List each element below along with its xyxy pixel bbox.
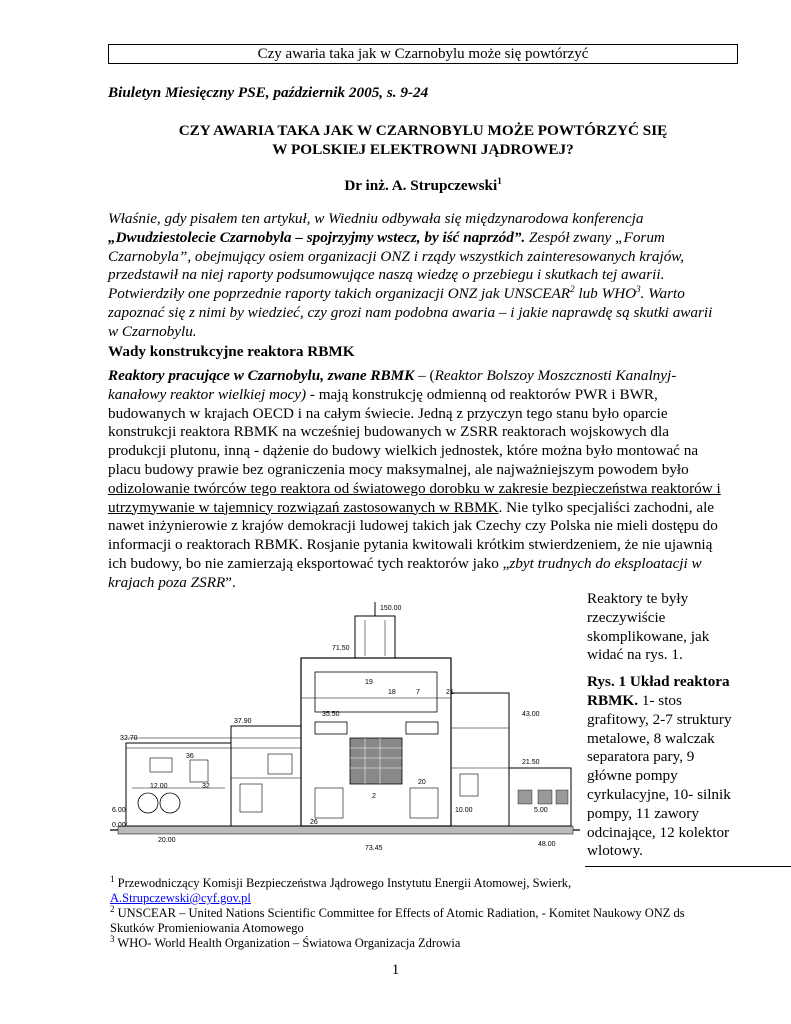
intro-text: Potwierdziły one poprzednie raporty takich organizacji ONZ jak UNSCEAR xyxy=(108,285,571,303)
body-line: budowanych w krajach OECD i na całym świecie. Jedną z przyczyn tego stanu było oparcie xyxy=(108,404,668,422)
footnote-ref-3: 3 xyxy=(636,284,641,295)
side-line: odcinające, 12 kolektor xyxy=(587,823,730,841)
label-32: 32 xyxy=(202,783,210,790)
body-text: . Nie tylko specjaliści zachodni, ale xyxy=(498,498,715,516)
label-19: 19 xyxy=(365,679,373,686)
elev-600: 6.00 xyxy=(112,807,126,814)
side-line: Reaktory te były xyxy=(587,590,689,607)
section-heading: Wady konstrukcyjne reaktora RBMK xyxy=(108,343,355,360)
footnote-text: UNSCEAR – United Nations Scientific Committee for Effects of Atomic Radiation, - Komitet Naukowy ONZ ds xyxy=(114,906,685,920)
label-36: 36 xyxy=(186,753,194,760)
footnote-2-cont: Skutków Promieniowania Atomowego xyxy=(110,921,304,935)
elev-3550: 35.50 xyxy=(322,711,340,718)
footnote-2 xyxy=(110,903,760,921)
side-line: wlotowy. xyxy=(587,842,643,860)
body-line: placu budowy prawie bez ograniczenia mocy maksymalnej, ale najważniejszym powodem było xyxy=(108,460,689,478)
body-line: nawet inżynierowie z krajów demokracji ludowej takich jak Czechy czy Polska nie mieli dostępu do xyxy=(108,517,718,535)
elev-7150: 71.50 xyxy=(332,645,350,652)
footnote-number: 3 xyxy=(110,933,115,944)
citation: Biuletyn Miesięczny PSE, październik 2005, s. 9-24 xyxy=(108,84,429,101)
side-line: główne pompy xyxy=(587,767,678,785)
intro-text: lub WHO xyxy=(574,285,637,303)
dim-7345: 73.45 xyxy=(365,845,383,852)
intro-line: zapoznać się z nimi by wiedzieć, czy grozi nam podobna awaria – i jakie naprawdę są skutki awarii xyxy=(108,303,713,321)
side-line: pompy, 11 zawory xyxy=(587,804,699,822)
conference-name: „Dwudziestolecie Czarnobyla – spojrzyjmy wstecz, by iść naprzód”. xyxy=(108,228,526,246)
body-line xyxy=(108,367,748,386)
body-line: konstrukcji reaktora RBMK na wcześniej budowanych w ZSRR reaktorach wojskowych dla xyxy=(108,423,669,441)
intro-line: w Czarnobylu. xyxy=(108,322,197,340)
body-paragraph xyxy=(108,367,748,593)
body-text: zbyt trudnych do eksploatacji w xyxy=(509,554,702,572)
rbmk-reactor-diagram xyxy=(110,598,580,856)
footnote-1-email-line xyxy=(110,891,760,906)
side-text: 1- stos xyxy=(638,691,682,709)
ventilation-stack xyxy=(355,616,395,658)
footnotes xyxy=(110,873,760,951)
side-line xyxy=(587,692,787,711)
label-21: 21 xyxy=(446,689,454,696)
figure-caption-title: Rys. 1 Układ reaktora xyxy=(587,673,730,691)
page-number: 1 xyxy=(391,962,400,978)
body-line xyxy=(108,386,748,405)
steam-drum-right xyxy=(406,722,438,734)
side-line: rzeczywiście xyxy=(587,608,666,626)
running-header-text: Czy awaria taka jak w Czarnobylu może się powtórzyć xyxy=(257,46,589,62)
figure-caption-title: RBMK. xyxy=(587,691,639,709)
body-text: – ( xyxy=(414,367,435,384)
body-text: Reaktory pracujące w Czarnobylu, zwane RBMK xyxy=(108,367,415,384)
page-title-line1: CZY AWARIA TAKA JAK W CZARNOBYLU MOŻE POWTÓRZYĆ SIĘ xyxy=(178,122,668,139)
label-7: 7 xyxy=(416,689,420,696)
footnote-number: 2 xyxy=(110,903,115,914)
elev-3790: 37.90 xyxy=(234,718,252,725)
elev-4300: 43.00 xyxy=(522,711,540,718)
intro-text: Zespół zwany „Forum xyxy=(525,228,665,246)
body-text: ”. xyxy=(225,573,236,591)
footnote-ref-1: 1 xyxy=(497,175,502,186)
footnote-ref-2: 2 xyxy=(570,284,575,295)
elev-2150: 21.50 xyxy=(522,759,540,766)
elev-3270: 32.70 xyxy=(120,735,138,742)
steam-drum-left xyxy=(315,722,347,734)
body-line xyxy=(108,555,748,574)
body-line: produkcji plutonu, inną - dążenie do budowy wielkich jednostek, które można było montować na xyxy=(108,442,699,460)
intro-line xyxy=(108,229,748,248)
intro-line xyxy=(108,285,748,304)
label-2: 2 xyxy=(372,793,376,800)
side-line: cyrkulacyjne, 10- silnik xyxy=(587,785,731,803)
side-line: separatora pary, 9 xyxy=(587,748,695,766)
graphite-stack xyxy=(350,738,402,784)
intro-line: Właśnie, gdy pisałem ten artykuł, w Wiedniu odbywała się międzynarodowa konferencja xyxy=(108,210,644,227)
running-header xyxy=(108,44,738,64)
dim-2000: 20.00 xyxy=(158,837,176,844)
side-line: grafitowy, 2-7 struktury xyxy=(587,710,732,728)
elev-500: 5.00 xyxy=(534,807,548,814)
foundation xyxy=(118,826,573,834)
label-20: 20 xyxy=(418,779,426,786)
footnote-text: Przewodniczący Komisji Bezpieczeństwa Jądrowego Instytutu Energii Atomowej, Swierk, xyxy=(114,876,572,890)
label-26: 26 xyxy=(310,819,318,826)
turbine-hall xyxy=(126,743,231,826)
body-line xyxy=(108,499,748,518)
footnote-text: WHO- World Health Organization – Światowa Organizacja Zdrowia xyxy=(114,936,461,950)
intro-line: Czarnobyla”, obejmujący osiem organizacji ONZ i rządy wszystkich zainteresowanych krajów, xyxy=(108,247,685,265)
intro-text: . Warto xyxy=(640,285,685,303)
elev-150: 150.00 xyxy=(380,605,402,612)
footnote-separator xyxy=(585,866,791,867)
elev-1200: 12.00 xyxy=(150,783,168,790)
side-line: widać na rys. 1. xyxy=(587,646,683,664)
footnote-number: 1 xyxy=(110,873,115,884)
elev-1000: 10.00 xyxy=(455,807,473,814)
auxiliary-block xyxy=(231,726,301,826)
body-text: kanałowy reaktor wielkiej mocy) xyxy=(108,385,307,403)
body-text: Reaktor Bolszoy Moszcznosti Kanalnyj- xyxy=(434,367,677,384)
body-line: odizolowanie twórców tego reaktora od światowego dorobku w zakresie bezpieczeństwa reaktorów i xyxy=(108,479,721,497)
dim-4800: 48.00 xyxy=(538,841,556,848)
page-title-line2: W POLSKIEJ ELEKTROWNI JĄDROWEJ? xyxy=(272,141,574,158)
label-18: 18 xyxy=(388,689,396,696)
body-text: - mają konstrukcję odmienną od reaktorów PWR i BWR, xyxy=(306,385,658,403)
body-line: informacji o reaktorach RBMK. Rosjanie pytania kwitowali krótkim stwierdzeniem, że nie ujawnią xyxy=(108,536,713,554)
intro-line: przedstawił na niej raporty podsumowujące naszą wiedzę o przebiegu i skutkach tej awarii. xyxy=(108,266,665,284)
footnote-1 xyxy=(110,873,760,891)
footnote-3 xyxy=(110,933,760,951)
body-text: krajach poza ZSRR xyxy=(108,573,226,591)
side-line: metalowe, 8 walczak xyxy=(587,729,715,747)
intro-paragraph xyxy=(108,210,748,342)
side-line: skomplikowane, jak xyxy=(587,627,710,645)
side-caption xyxy=(587,590,787,861)
author-email-link[interactable]: A.Strupczewski@cyf.gov.pl xyxy=(110,891,251,905)
author xyxy=(108,177,738,196)
body-text: ich budowy, bo nie zamierzają eksportować tych reaktorów jako „ xyxy=(108,554,510,572)
author-name: Dr inż. A. Strupczewski xyxy=(344,177,498,194)
elev-000: 0.00 xyxy=(112,822,126,829)
body-text: utrzymywanie w tajemnicy rozwiązań zastosowanych w RBMK xyxy=(108,498,499,516)
